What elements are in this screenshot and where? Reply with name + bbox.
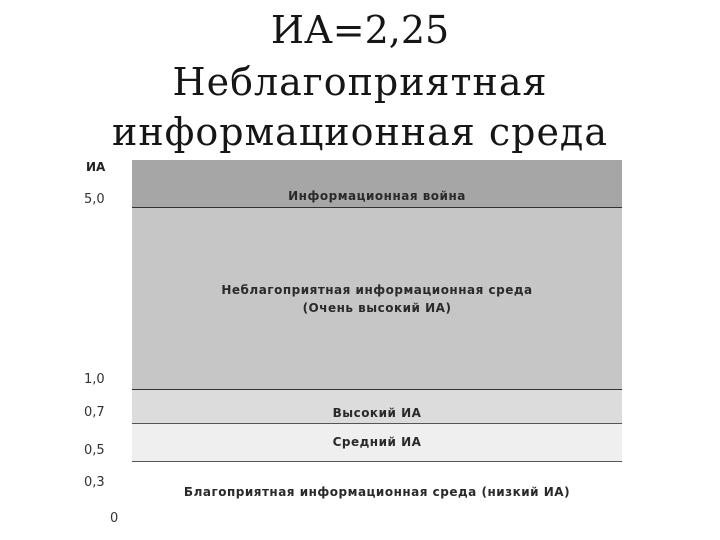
scale-tick: 0,7 [84, 405, 105, 420]
band-information-war [132, 160, 622, 208]
band-label: Информационная война [288, 188, 466, 203]
band-favorable-environment [132, 462, 622, 522]
band-label: Неблагоприятная информационная среда [221, 282, 533, 297]
band-label: Средний ИА [332, 434, 422, 449]
band-sublabel: (Очень высокий ИА) [302, 300, 452, 315]
scale-tick: 5,0 [84, 192, 105, 207]
scale-tick: 0,3 [84, 475, 105, 490]
band-unfavorable-environment [132, 208, 622, 390]
scale-tick: 0,5 [84, 443, 105, 458]
scale-tick: 0 [110, 511, 119, 526]
band-high-ia [132, 390, 622, 424]
title-line-3: информационная среда [112, 110, 608, 154]
band-label: Высокий ИА [332, 405, 422, 420]
title-line-1: ИА=2,25 [270, 8, 450, 52]
scale-tick: 1,0 [84, 372, 105, 387]
scale-header: ИА [86, 160, 106, 174]
title-line-2: Неблагоприятная [172, 60, 548, 104]
band-medium-ia [132, 424, 622, 462]
band-label: Благоприятная информационная среда (низкий ИА) [183, 485, 571, 499]
